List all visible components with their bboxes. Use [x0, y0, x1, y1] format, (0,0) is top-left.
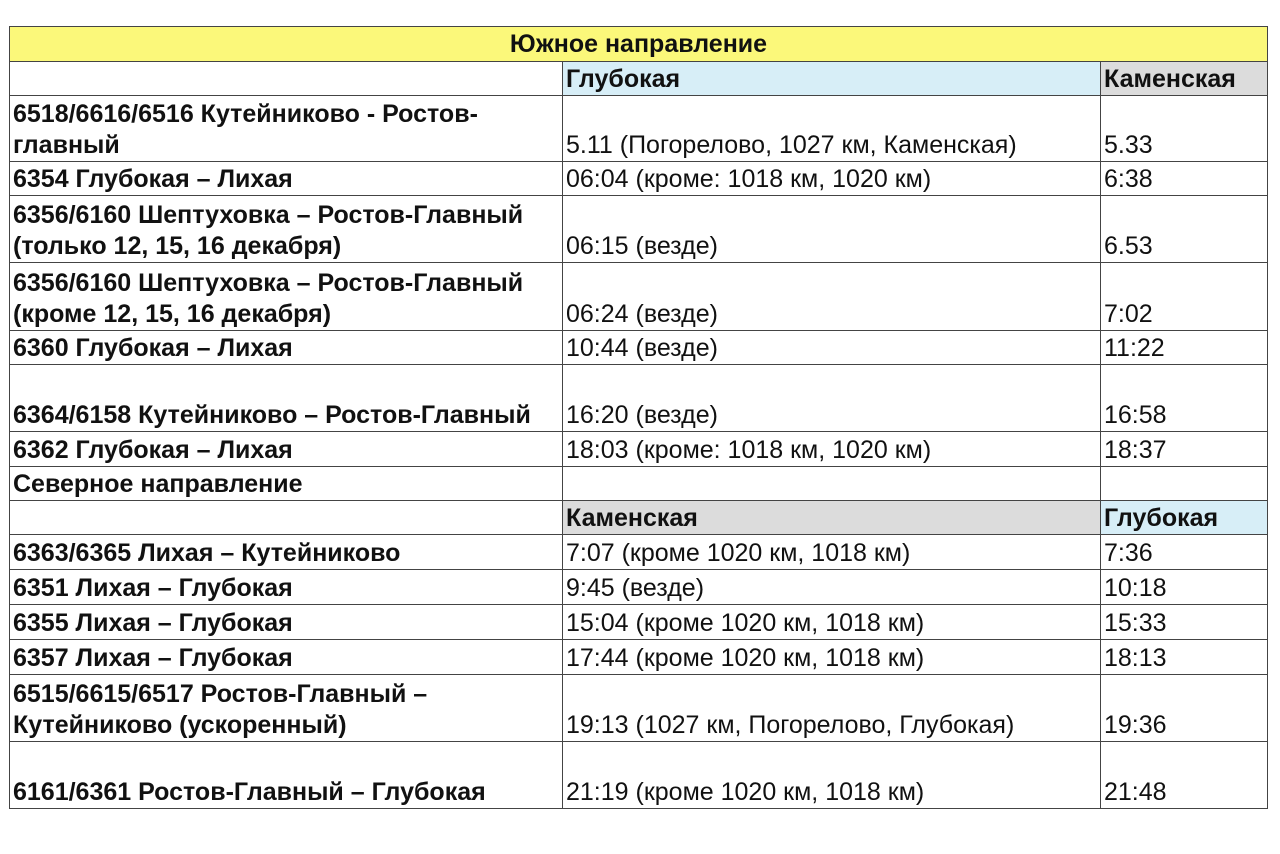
- south-col1-header: Глубокая: [563, 62, 1101, 96]
- table-row: [10, 263, 1268, 331]
- table-row: [10, 605, 1268, 640]
- north-title-row: [10, 467, 1268, 501]
- table-row: [10, 196, 1268, 263]
- table-row: [10, 331, 1268, 365]
- departure-time: 10:44 (везде): [563, 331, 1101, 365]
- north-title: Северное направление: [10, 467, 563, 501]
- south-header-empty: [10, 62, 563, 96]
- south-header-row: [10, 62, 1268, 96]
- departure-time: 06:24 (везде): [563, 263, 1101, 331]
- schedule-sheet: [9, 26, 1267, 809]
- table-row: [10, 675, 1268, 742]
- departure-time: 06:15 (везде): [563, 196, 1101, 263]
- train-name: 6364/6158 Кутейниково – Ростов-Главный: [10, 365, 563, 432]
- departure-time: 16:20 (везде): [563, 365, 1101, 432]
- departure-time: 15:04 (кроме 1020 км, 1018 км): [563, 605, 1101, 640]
- table-row: [10, 570, 1268, 605]
- train-name: 6362 Глубокая – Лихая: [10, 432, 563, 467]
- south-title-row: [10, 27, 1268, 62]
- north-header-row: [10, 501, 1268, 535]
- schedule-table: [9, 26, 1268, 809]
- train-name: 6363/6365 Лихая – Кутейниково: [10, 535, 563, 570]
- north-header-empty: [10, 501, 563, 535]
- train-name: 6356/6160 Шептуховка – Ростов-Главный (только 12, 15, 16 декабря): [10, 196, 563, 263]
- table-row: [10, 96, 1268, 162]
- north-col2-header: Глубокая: [1101, 501, 1268, 535]
- train-name: 6356/6160 Шептуховка – Ростов-Главный (кроме 12, 15, 16 декабря): [10, 263, 563, 331]
- table-row: [10, 365, 1268, 432]
- arrival-time: 11:22: [1101, 331, 1268, 365]
- table-row: [10, 432, 1268, 467]
- arrival-time: 15:33: [1101, 605, 1268, 640]
- arrival-time: 6.53: [1101, 196, 1268, 263]
- departure-time: 9:45 (везде): [563, 570, 1101, 605]
- north-title-empty-1: [563, 467, 1101, 501]
- departure-time: 18:03 (кроме: 1018 км, 1020 км): [563, 432, 1101, 467]
- train-name: 6351 Лихая – Глубокая: [10, 570, 563, 605]
- arrival-time: 7:36: [1101, 535, 1268, 570]
- table-row: [10, 162, 1268, 196]
- train-name: 6357 Лихая – Глубокая: [10, 640, 563, 675]
- train-name: 6518/6616/6516 Кутейниково - Ростов-главный: [10, 96, 563, 162]
- train-name: 6354 Глубокая – Лихая: [10, 162, 563, 196]
- departure-time: 5.11 (Погорелово, 1027 км, Каменская): [563, 96, 1101, 162]
- arrival-time: 10:18: [1101, 570, 1268, 605]
- arrival-time: 19:36: [1101, 675, 1268, 742]
- arrival-time: 16:58: [1101, 365, 1268, 432]
- table-row: [10, 640, 1268, 675]
- south-col2-header: Каменская: [1101, 62, 1268, 96]
- arrival-time: 7:02: [1101, 263, 1268, 331]
- north-title-empty-2: [1101, 467, 1268, 501]
- departure-time: 21:19 (кроме 1020 км, 1018 км): [563, 742, 1101, 809]
- arrival-time: 21:48: [1101, 742, 1268, 809]
- south-title: Южное направление: [10, 27, 1268, 62]
- departure-time: 17:44 (кроме 1020 км, 1018 км): [563, 640, 1101, 675]
- table-row: [10, 742, 1268, 809]
- arrival-time: 18:13: [1101, 640, 1268, 675]
- arrival-time: 18:37: [1101, 432, 1268, 467]
- arrival-time: 6:38: [1101, 162, 1268, 196]
- north-col1-header: Каменская: [563, 501, 1101, 535]
- table-row: [10, 535, 1268, 570]
- train-name: 6161/6361 Ростов-Главный – Глубокая: [10, 742, 563, 809]
- arrival-time: 5.33: [1101, 96, 1268, 162]
- train-name: 6355 Лихая – Глубокая: [10, 605, 563, 640]
- train-name: 6515/6615/6517 Ростов-Главный – Кутейниково (ускоренный): [10, 675, 563, 742]
- departure-time: 19:13 (1027 км, Погорелово, Глубокая): [563, 675, 1101, 742]
- departure-time: 7:07 (кроме 1020 км, 1018 км): [563, 535, 1101, 570]
- train-name: 6360 Глубокая – Лихая: [10, 331, 563, 365]
- departure-time: 06:04 (кроме: 1018 км, 1020 км): [563, 162, 1101, 196]
